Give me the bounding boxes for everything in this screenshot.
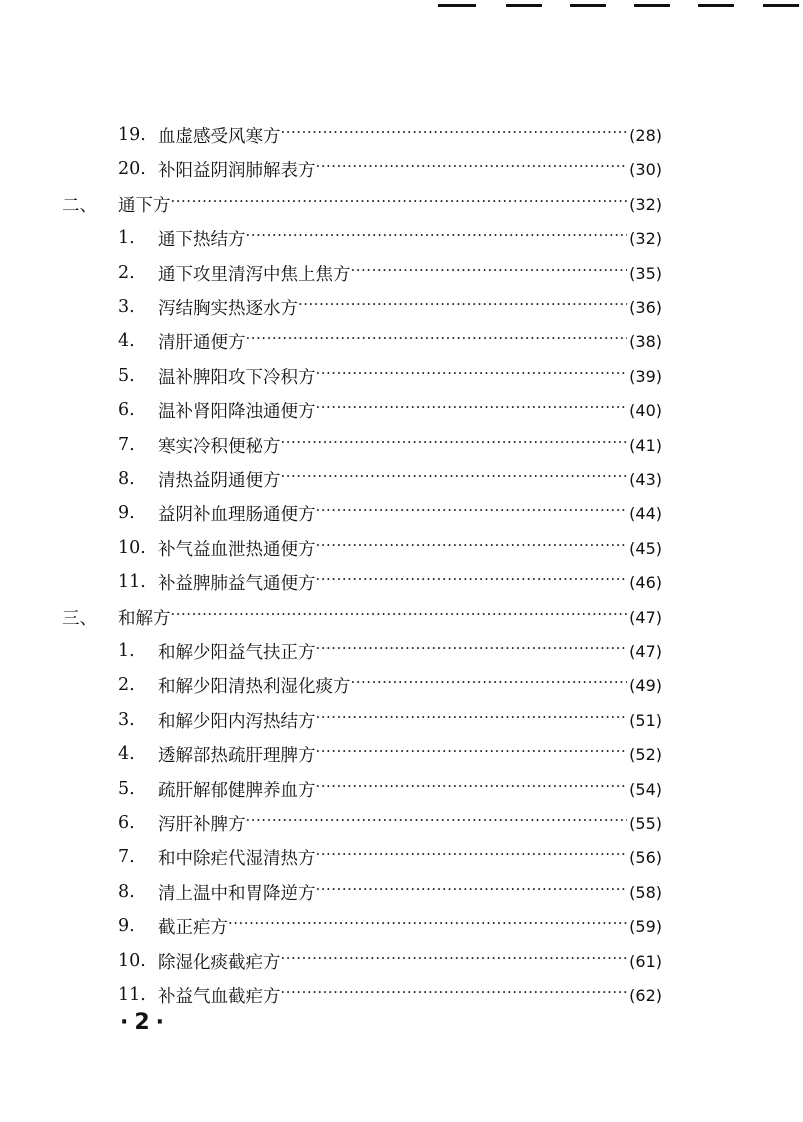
dot-leader	[316, 152, 628, 186]
toc-entry-number: 7.	[118, 847, 135, 867]
toc-entry-title: 清热益阴通便方	[158, 470, 281, 491]
toc-entry-number: 9.	[118, 916, 135, 936]
toc-entry-title: 血虚感受风寒方	[158, 126, 281, 147]
toc-entry-title: 益阴补血理肠通便方	[158, 504, 316, 525]
toc-entry-number: 1.	[118, 228, 135, 248]
toc-entry-title: 和中除疟代湿清热方	[158, 848, 316, 869]
toc-entry-row	[118, 256, 662, 290]
dot-leader	[351, 256, 628, 290]
dot-leader	[316, 496, 628, 530]
toc-entry-number: 2.	[118, 675, 135, 695]
dot-leader	[246, 324, 628, 358]
dot-leader	[171, 600, 628, 634]
dot-leader	[171, 187, 628, 221]
dot-leader	[228, 909, 627, 943]
dot-leader	[316, 393, 628, 427]
dot-leader	[246, 221, 628, 255]
toc-entry-number: 10.	[118, 951, 146, 971]
toc-entry-number: 4.	[118, 744, 135, 764]
toc-entry-number: 1.	[118, 641, 135, 661]
toc-entry-title: 温补肾阳降浊通便方	[158, 401, 316, 422]
toc-entry-page: (45)	[629, 538, 662, 558]
toc-entry-page: (49)	[629, 675, 662, 695]
toc-entry-row	[118, 393, 662, 427]
toc-entry-page: (38)	[629, 331, 662, 351]
toc-entry-title: 补气益血泄热通便方	[158, 539, 316, 560]
dot-leader	[316, 875, 628, 909]
dot-leader	[316, 531, 628, 565]
toc-entry-page: (28)	[629, 125, 662, 145]
toc-entry-page: (44)	[629, 503, 662, 523]
toc-entry-row	[118, 978, 662, 1012]
toc-entry-page: (39)	[629, 366, 662, 386]
toc-entry-number: 3.	[118, 710, 135, 730]
toc-entry-row	[118, 634, 662, 668]
toc-entry-page: (52)	[629, 744, 662, 764]
toc-entry-number: 9.	[118, 503, 135, 523]
toc-entry-title: 温补脾阳攻下冷积方	[158, 367, 316, 388]
dot-leader	[281, 944, 628, 978]
toc-entry-number: 8.	[118, 882, 135, 902]
toc-entry-row	[118, 152, 662, 186]
toc-entry-page: (47)	[629, 641, 662, 661]
toc-entry-row	[118, 359, 662, 393]
toc-section-row	[62, 187, 662, 221]
toc-entry-title: 泻肝补脾方	[158, 814, 246, 835]
toc-entry-row	[118, 462, 662, 496]
toc-entry-row	[118, 806, 662, 840]
toc-entry-number: 5.	[118, 779, 135, 799]
toc-entry-page: (30)	[629, 159, 662, 179]
dot-leader	[281, 978, 628, 1012]
toc-entry-page: (32)	[629, 228, 662, 248]
toc-entry-number: 10.	[118, 538, 146, 558]
dot-leader	[351, 668, 628, 702]
toc-entry-page: (32)	[629, 194, 662, 214]
toc-entry-number: 3.	[118, 297, 135, 317]
toc-entry-page: (43)	[629, 469, 662, 489]
toc-entry-page: (58)	[629, 882, 662, 902]
toc-entry-page: (36)	[629, 297, 662, 317]
top-border-rules	[430, 0, 803, 12]
toc-entry-number: 20.	[118, 159, 146, 179]
dot-leader	[246, 806, 628, 840]
toc-entry-page: (51)	[629, 710, 662, 730]
toc-entry-title: 通下攻里清泻中焦上焦方	[158, 264, 351, 285]
toc-entry-page: (47)	[629, 607, 662, 627]
toc-entry-page: (46)	[629, 572, 662, 592]
page-number: ·2·	[120, 1010, 171, 1035]
toc-entry-number: 11.	[118, 985, 146, 1005]
toc-entry-title: 和解少阳清热利湿化痰方	[158, 676, 351, 697]
toc-entry-row	[118, 324, 662, 358]
toc-entry-title: 补益脾肺益气通便方	[158, 573, 316, 594]
toc-entry-number: 11.	[118, 572, 146, 592]
toc-entry-title: 截正疟方	[158, 917, 228, 938]
dot-leader	[316, 703, 628, 737]
toc-entry-row	[118, 944, 662, 978]
toc-entry-title: 疏肝解郁健脾养血方	[158, 780, 316, 801]
toc-entry-title: 通下方	[118, 195, 171, 216]
toc-entry-title: 通下热结方	[158, 229, 246, 250]
dot-leader	[281, 118, 628, 152]
toc-entry-page: (35)	[629, 263, 662, 283]
toc-entry-page: (56)	[629, 847, 662, 867]
toc-entry-row	[118, 531, 662, 565]
toc-entry-number: 7.	[118, 435, 135, 455]
toc-entry-title: 除湿化痰截疟方	[158, 952, 281, 973]
toc-entry-page: (62)	[629, 985, 662, 1005]
toc-entry-page: (59)	[629, 916, 662, 936]
toc-entry-page: (40)	[629, 400, 662, 420]
dot-leader	[298, 290, 627, 324]
toc-entry-title: 和解少阳益气扶正方	[158, 642, 316, 663]
dot-leader	[316, 772, 628, 806]
toc-entry-row	[118, 565, 662, 599]
toc-entry-page: (55)	[629, 813, 662, 833]
toc-entry-row	[118, 221, 662, 255]
toc-entry-row	[118, 290, 662, 324]
toc-entry-title: 和解方	[118, 608, 171, 629]
toc-entry-page: (41)	[629, 435, 662, 455]
toc-entry-number: 6.	[118, 813, 135, 833]
toc-entry-row	[118, 118, 662, 152]
toc-entry-number: 5.	[118, 366, 135, 386]
toc-entry-row	[118, 875, 662, 909]
toc-entry-number: 6.	[118, 400, 135, 420]
toc-entry-number: 4.	[118, 331, 135, 351]
toc-entry-title: 补阳益阴润肺解表方	[158, 160, 316, 181]
toc-entry-row	[118, 909, 662, 943]
toc-entry-title: 寒实冷积便秘方	[158, 436, 281, 457]
toc-entry-title: 透解部热疏肝理脾方	[158, 745, 316, 766]
toc-entry-row	[118, 840, 662, 874]
dot-leader	[316, 565, 628, 599]
toc-entry-row	[118, 496, 662, 530]
toc-entry-number: 二、	[62, 195, 97, 216]
toc-entry-page: (54)	[629, 779, 662, 799]
dot-leader	[316, 737, 628, 771]
dot-leader	[281, 428, 628, 462]
toc-entry-title: 清肝通便方	[158, 332, 246, 353]
toc-entry-title: 和解少阳内泻热结方	[158, 711, 316, 732]
toc-entry-title: 泻结胸实热逐水方	[158, 298, 298, 319]
toc-entry-number: 三、	[62, 608, 97, 629]
toc-section-row	[62, 600, 662, 634]
toc-entry-title: 清上温中和胃降逆方	[158, 883, 316, 904]
toc-entry-number: 2.	[118, 263, 135, 283]
toc-entry-row	[118, 428, 662, 462]
dot-leader	[316, 840, 628, 874]
toc-entry-row	[118, 668, 662, 702]
toc-entry-page: (61)	[629, 951, 662, 971]
toc-entry-row	[118, 737, 662, 771]
toc-entry-title: 补益气血截疟方	[158, 986, 281, 1007]
dot-leader	[316, 634, 628, 668]
toc-entry-row	[118, 703, 662, 737]
toc-entry-number: 19.	[118, 125, 146, 145]
dot-leader	[316, 359, 628, 393]
dot-leader	[281, 462, 628, 496]
toc-entry-number: 8.	[118, 469, 135, 489]
toc-entry-row	[118, 772, 662, 806]
